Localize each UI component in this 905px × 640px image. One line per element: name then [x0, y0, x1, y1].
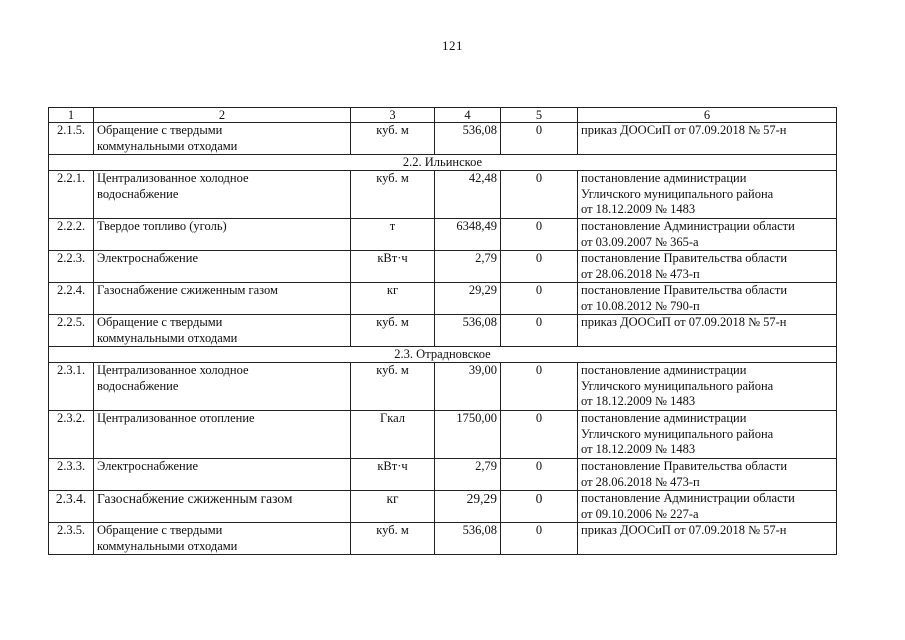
table-row: [49, 363, 837, 411]
legal-basis: постановление Правительства области от 10.08.2012 № 790-п: [578, 283, 837, 315]
service-name: Централизованное отопление: [94, 411, 351, 459]
norm-value: 29,29: [435, 491, 501, 523]
legal-basis: постановление Правительства области от 28.06.2018 № 473-п: [578, 459, 837, 491]
row-number: 2.3.1.: [49, 363, 94, 411]
column-header: 2: [94, 108, 351, 123]
norm-value: 536,08: [435, 315, 501, 347]
table-row: [49, 283, 837, 315]
unit: кВт·ч: [351, 251, 435, 283]
unit: кг: [351, 283, 435, 315]
service-name: Централизованное холодное водоснабжение: [94, 171, 351, 219]
legal-basis: приказ ДООСиП от 07.09.2018 № 57-н: [578, 123, 837, 155]
zero-value: 0: [501, 171, 578, 219]
page-number: 121: [442, 38, 463, 53]
column-header: 1: [49, 108, 94, 123]
table-row: [49, 411, 837, 459]
row-number: 2.2.3.: [49, 251, 94, 283]
unit: Гкал: [351, 411, 435, 459]
unit: т: [351, 219, 435, 251]
column-header: 3: [351, 108, 435, 123]
row-number: 2.2.5.: [49, 315, 94, 347]
section-title: 2.3. Отрадновское: [49, 347, 837, 363]
norm-value: 536,08: [435, 523, 501, 555]
section-title: 2.2. Ильинское: [49, 155, 837, 171]
legal-basis: постановление администрации Угличского муниципального района от 18.12.2009 № 1483: [578, 363, 837, 411]
zero-value: 0: [501, 123, 578, 155]
zero-value: 0: [501, 411, 578, 459]
service-name: Электроснабжение: [94, 459, 351, 491]
service-name: Электроснабжение: [94, 251, 351, 283]
column-header: 5: [501, 108, 578, 123]
table-row: [49, 491, 837, 523]
legal-basis: постановление администрации Угличского муниципального района от 18.12.2009 № 1483: [578, 411, 837, 459]
legal-basis: приказ ДООСиП от 07.09.2018 № 57-н: [578, 523, 837, 555]
service-name: Твердое топливо (уголь): [94, 219, 351, 251]
row-number: 2.3.2.: [49, 411, 94, 459]
table-row: [49, 219, 837, 251]
row-number: 2.3.4.: [49, 491, 94, 523]
service-name: Газоснабжение сжиженным газом: [94, 491, 351, 523]
norm-value: 2,79: [435, 459, 501, 491]
section-row: [49, 347, 837, 363]
norm-value: 536,08: [435, 123, 501, 155]
zero-value: 0: [501, 459, 578, 491]
zero-value: 0: [501, 523, 578, 555]
norm-value: 42,48: [435, 171, 501, 219]
unit: куб. м: [351, 171, 435, 219]
table-row: [49, 523, 837, 555]
row-number: 2.1.5.: [49, 123, 94, 155]
zero-value: 0: [501, 283, 578, 315]
tariff-table: [48, 107, 837, 555]
service-name: Газоснабжение сжиженным газом: [94, 283, 351, 315]
legal-basis: постановление администрации Угличского муниципального района от 18.12.2009 № 1483: [578, 171, 837, 219]
section-row: [49, 155, 837, 171]
row-number: 2.2.4.: [49, 283, 94, 315]
norm-value: 6348,49: [435, 219, 501, 251]
zero-value: 0: [501, 219, 578, 251]
service-name: Обращение с твердыми коммунальными отходами: [94, 523, 351, 555]
unit: куб. м: [351, 363, 435, 411]
legal-basis: постановление Администрации области от 03.09.2007 № 365-а: [578, 219, 837, 251]
unit: куб. м: [351, 315, 435, 347]
legal-basis: постановление Правительства области от 28.06.2018 № 473-п: [578, 251, 837, 283]
table-row: [49, 251, 837, 283]
unit: кВт·ч: [351, 459, 435, 491]
norm-value: 2,79: [435, 251, 501, 283]
column-header: 4: [435, 108, 501, 123]
table-row: [49, 459, 837, 491]
row-number: 2.2.2.: [49, 219, 94, 251]
service-name: Обращение с твердыми коммунальными отходами: [94, 123, 351, 155]
service-name: Обращение с твердыми коммунальными отходами: [94, 315, 351, 347]
unit: кг: [351, 491, 435, 523]
legal-basis: приказ ДООСиП от 07.09.2018 № 57-н: [578, 315, 837, 347]
service-name: Централизованное холодное водоснабжение: [94, 363, 351, 411]
zero-value: 0: [501, 491, 578, 523]
table-row: [49, 315, 837, 347]
zero-value: 0: [501, 363, 578, 411]
unit: куб. м: [351, 123, 435, 155]
column-header: 6: [578, 108, 837, 123]
norm-value: 1750,00: [435, 411, 501, 459]
table-header-row: [49, 108, 837, 123]
row-number: 2.2.1.: [49, 171, 94, 219]
row-number: 2.3.5.: [49, 523, 94, 555]
norm-value: 29,29: [435, 283, 501, 315]
table-row: [49, 123, 837, 155]
unit: куб. м: [351, 523, 435, 555]
table-row: [49, 171, 837, 219]
norm-value: 39,00: [435, 363, 501, 411]
row-number: 2.3.3.: [49, 459, 94, 491]
legal-basis: постановление Администрации области от 09.10.2006 № 227-а: [578, 491, 837, 523]
zero-value: 0: [501, 251, 578, 283]
zero-value: 0: [501, 315, 578, 347]
